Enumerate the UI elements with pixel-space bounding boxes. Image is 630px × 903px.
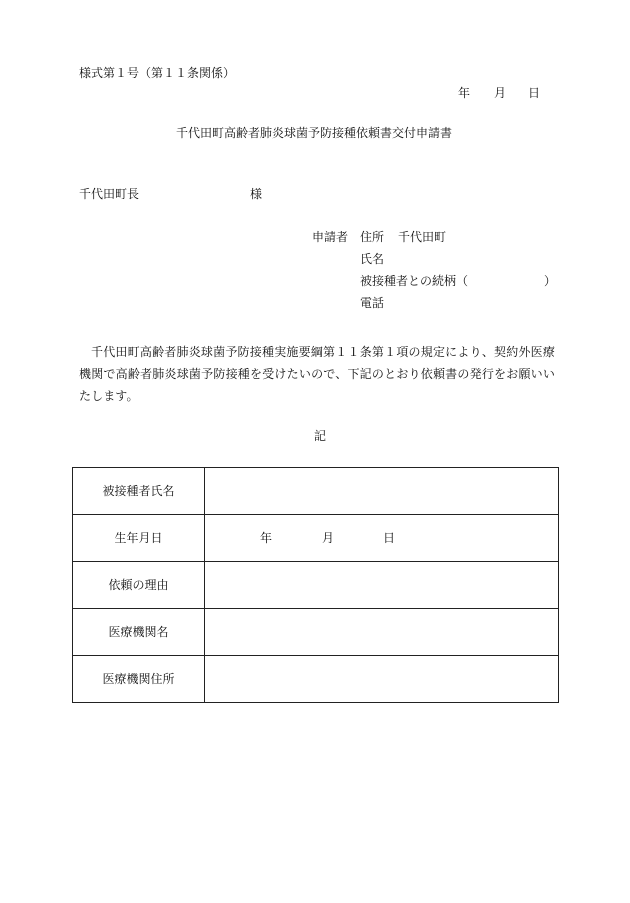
row-label-institution-address: 医療機関住所: [73, 656, 205, 703]
document-title: 千代田町高齢者肺炎球菌予防接種依頼書交付申請書: [176, 126, 453, 140]
addressee: [79, 187, 263, 201]
row-label-patient-name: 被接種者氏名: [73, 468, 205, 515]
birthdate-cell[interactable]: [205, 515, 559, 562]
date-year-label: 年: [458, 86, 471, 100]
addressee-name: 千代田町長: [79, 187, 140, 201]
name-label: 氏名: [360, 252, 385, 266]
row-label-birthdate: 生年月日: [73, 515, 205, 562]
date-month-label: 月: [494, 86, 507, 100]
applicant-role-label: 申請者: [312, 230, 349, 244]
table-row: [73, 515, 559, 562]
table-row: [73, 562, 559, 609]
applicant-phone: [360, 297, 384, 309]
institution-address-cell[interactable]: [205, 656, 559, 703]
reason-cell[interactable]: [205, 562, 559, 609]
request-body-text: 千代田町高齢者肺炎球菌予防接種実施要綱第１１条第１項の規定により、契約外医療機関で高齢者肺炎球菌予防接種を受けたいので、下記のとおり依頼書の発行をお願いいたします。: [79, 345, 555, 403]
phone-label: 電話: [360, 296, 385, 310]
relationship-close-paren: ）: [544, 274, 557, 288]
table-row: [73, 609, 559, 656]
address-value: 千代田町: [398, 230, 447, 244]
form-number: 様式第１号（第１１条関係）: [79, 66, 236, 80]
birth-day-label: 日: [383, 531, 396, 545]
addressee-honorific: 様: [250, 187, 263, 201]
birth-month-label: 月: [322, 531, 335, 545]
row-label-institution-name: 医療機関名: [73, 609, 205, 656]
relationship-label: 被接種者との続柄（: [360, 274, 469, 288]
date-day-label: 日: [528, 86, 541, 100]
applicant-name: [360, 253, 384, 265]
section-heading: 記: [314, 429, 327, 443]
details-table: [72, 467, 559, 703]
patient-name-cell[interactable]: [205, 468, 559, 515]
address-label: 住所: [360, 230, 385, 244]
applicant-address: [360, 231, 446, 243]
application-date: [458, 87, 540, 99]
table-row: [73, 656, 559, 703]
row-label-reason: 依頼の理由: [73, 562, 205, 609]
applicant-relationship: [360, 274, 557, 288]
birth-year-label: 年: [260, 531, 273, 545]
institution-name-cell[interactable]: [205, 609, 559, 656]
table-row: [73, 468, 559, 515]
